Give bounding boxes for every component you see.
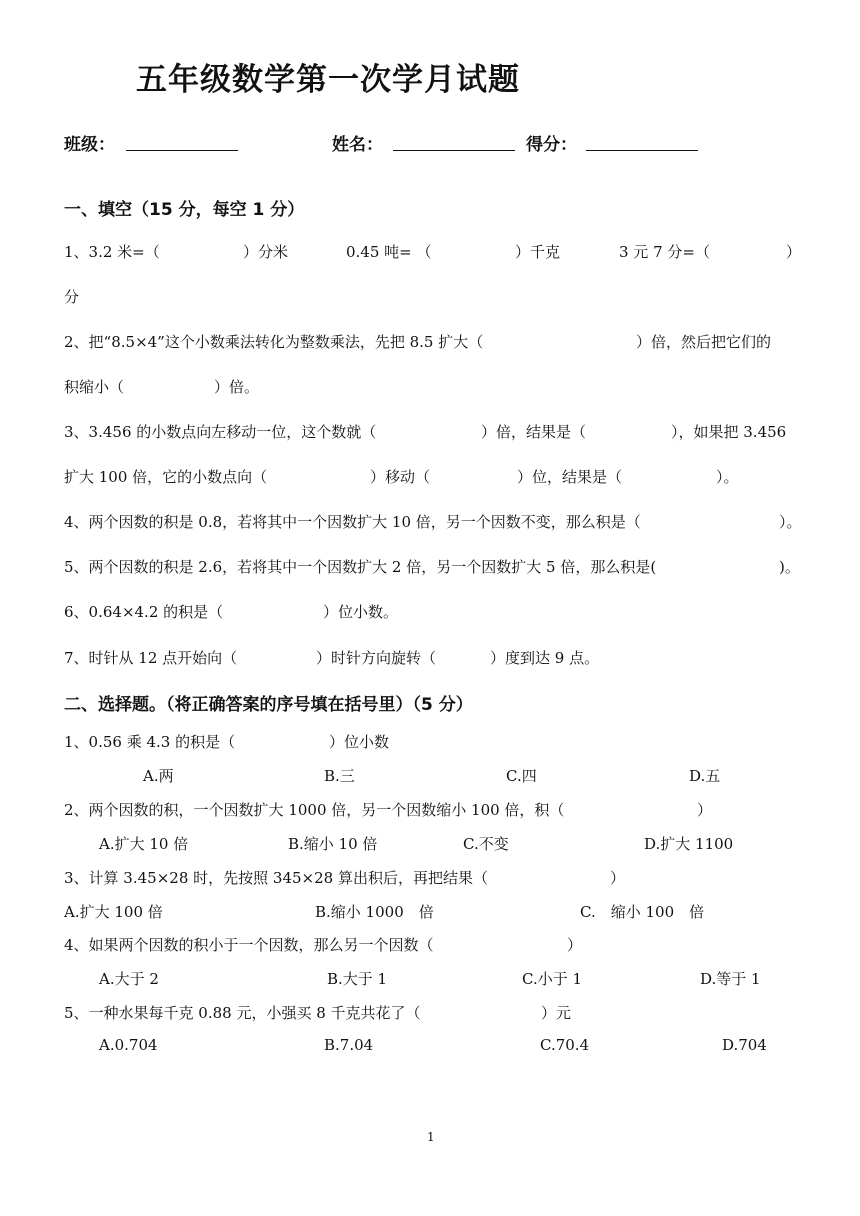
s1-q1-part-f: ） — [786, 243, 802, 261]
s1-q7-part-a: 7、时针从 12 点开始向（ — [64, 649, 238, 667]
s1-q7-part-c: ）度到达 9 点。 — [490, 649, 600, 667]
s1-q5-part-b: )。 — [779, 558, 800, 576]
name-label: 姓名： — [332, 135, 383, 155]
s2-q4-part-a: 4、如果两个因数的积小于一个因数，那么另一个因数（ — [64, 936, 434, 954]
class-blank[interactable] — [126, 150, 238, 151]
s1-q3-part-c: ），如果把 3.456 — [671, 423, 787, 441]
s2-q3-option-c[interactable]: C. 缩小 100 倍 — [580, 903, 705, 921]
s2-q2-option-d[interactable]: D.扩大 1100 — [644, 835, 734, 853]
s1-q5-part-a: 5、两个因数的积是 2.6，若将其中一个因数扩大 2 倍，另一个因数扩大 5 倍，那么积是( — [64, 558, 657, 576]
s1-q6-part-b: ）位小数。 — [323, 603, 399, 621]
s1-q1-part-b: ）分米 — [243, 243, 289, 261]
s2-q2-part-b: ） — [697, 801, 713, 819]
s2-q4-option-d[interactable]: D.等于 1 — [700, 970, 761, 988]
s1-q7-part-b: ）时针方向旋转（ — [316, 649, 437, 667]
s2-q1-option-d[interactable]: D.五 — [689, 767, 721, 785]
s2-q5-option-a[interactable]: A.0.704 — [99, 1036, 158, 1054]
s1-q2-part-a: 2、把“8.5×4”这个小数乘法转化为整数乘法，先把 8.5 扩大（ — [64, 333, 484, 351]
s2-q1-option-c[interactable]: C.四 — [506, 767, 537, 785]
s2-q4-part-b: ） — [567, 936, 583, 954]
s2-q5-option-c[interactable]: C.70.4 — [540, 1036, 590, 1054]
s2-q5-part-b: ）元 — [541, 1004, 572, 1022]
s2-q4-option-b[interactable]: B.大于 1 — [327, 970, 388, 988]
name-blank[interactable] — [393, 150, 515, 151]
s2-q3-option-b[interactable]: B.缩小 1000 倍 — [315, 903, 434, 921]
s1-q2-part-b: ）倍，然后把它们的 — [636, 333, 772, 351]
s1-q3-part-a: 3、3.456 的小数点向左移动一位，这个数就（ — [64, 423, 377, 441]
score-blank[interactable] — [586, 150, 698, 151]
s2-q4-option-a[interactable]: A.大于 2 — [99, 970, 159, 988]
s2-q5-option-b[interactable]: B.7.04 — [324, 1036, 374, 1054]
s2-q2-option-a[interactable]: A.扩大 10 倍 — [99, 835, 189, 853]
s1-q1-part-c: 0.45 吨= （ — [346, 243, 432, 261]
s1-q1-part-e: 3 元 7 分=（ — [619, 243, 710, 261]
page-number: 1 — [427, 1130, 435, 1144]
s2-q1-part-b: ）位小数 — [329, 733, 390, 751]
class-label: 班级： — [64, 135, 115, 155]
s2-q1-option-b[interactable]: B.三 — [324, 767, 355, 785]
score-label: 得分： — [526, 135, 577, 155]
s2-q1-option-a[interactable]: A.两 — [143, 767, 174, 785]
s1-q3-part-d: 扩大 100 倍，它的小数点向（ — [64, 468, 268, 486]
s1-q3-part-g: ）。 — [716, 468, 739, 486]
s1-q4-part-b: ）。 — [779, 513, 802, 531]
s1-q2-part-c: 积缩小（ — [64, 378, 125, 396]
s1-q3-part-f: ）位，结果是（ — [517, 468, 623, 486]
s1-q1-part-d: ）千克 — [515, 243, 561, 261]
section-multiple-choice-heading: 二、选择题。（将正确答案的序号填在括号里）（5 分） — [64, 695, 473, 715]
s2-q3-option-a[interactable]: A.扩大 100 倍 — [64, 903, 163, 921]
page-title: 五年级数学第一次学月试题 — [136, 62, 520, 98]
s2-q2-part-a: 2、两个因数的积，一个因数扩大 1000 倍，另一个因数缩小 100 倍，积（ — [64, 801, 565, 819]
s1-q3-part-e: ）移动（ — [370, 468, 431, 486]
s2-q3-part-b: ） — [610, 869, 626, 887]
section-fill-blank-heading: 一、填空（15 分，每空 1 分） — [64, 200, 305, 220]
s1-q1-part-a: 1、3.2 米=（ — [64, 243, 160, 261]
s1-q4-part-a: 4、两个因数的积是 0.8，若将其中一个因数扩大 10 倍，另一个因数不变，那么积是（ — [64, 513, 641, 531]
s1-q6-part-a: 6、0.64×4.2 的积是（ — [64, 603, 224, 621]
s2-q5-option-d[interactable]: D.704 — [722, 1036, 767, 1054]
s2-q5-part-a: 5、一种水果每千克 0.88 元，小强买 8 千克共花了（ — [64, 1004, 421, 1022]
s2-q1-part-a: 1、0.56 乘 4.3 的积是（ — [64, 733, 236, 751]
s2-q4-option-c[interactable]: C.小于 1 — [522, 970, 583, 988]
s2-q2-option-c[interactable]: C.不变 — [463, 835, 509, 853]
s1-q1-part-g: 分 — [64, 288, 80, 306]
s2-q3-part-a: 3、计算 3.45×28 时，先按照 345×28 算出积后，再把结果（ — [64, 869, 488, 887]
s1-q3-part-b: ）倍，结果是（ — [481, 423, 587, 441]
s2-q2-option-b[interactable]: B.缩小 10 倍 — [288, 835, 378, 853]
s1-q2-part-d: ）倍。 — [214, 378, 260, 396]
